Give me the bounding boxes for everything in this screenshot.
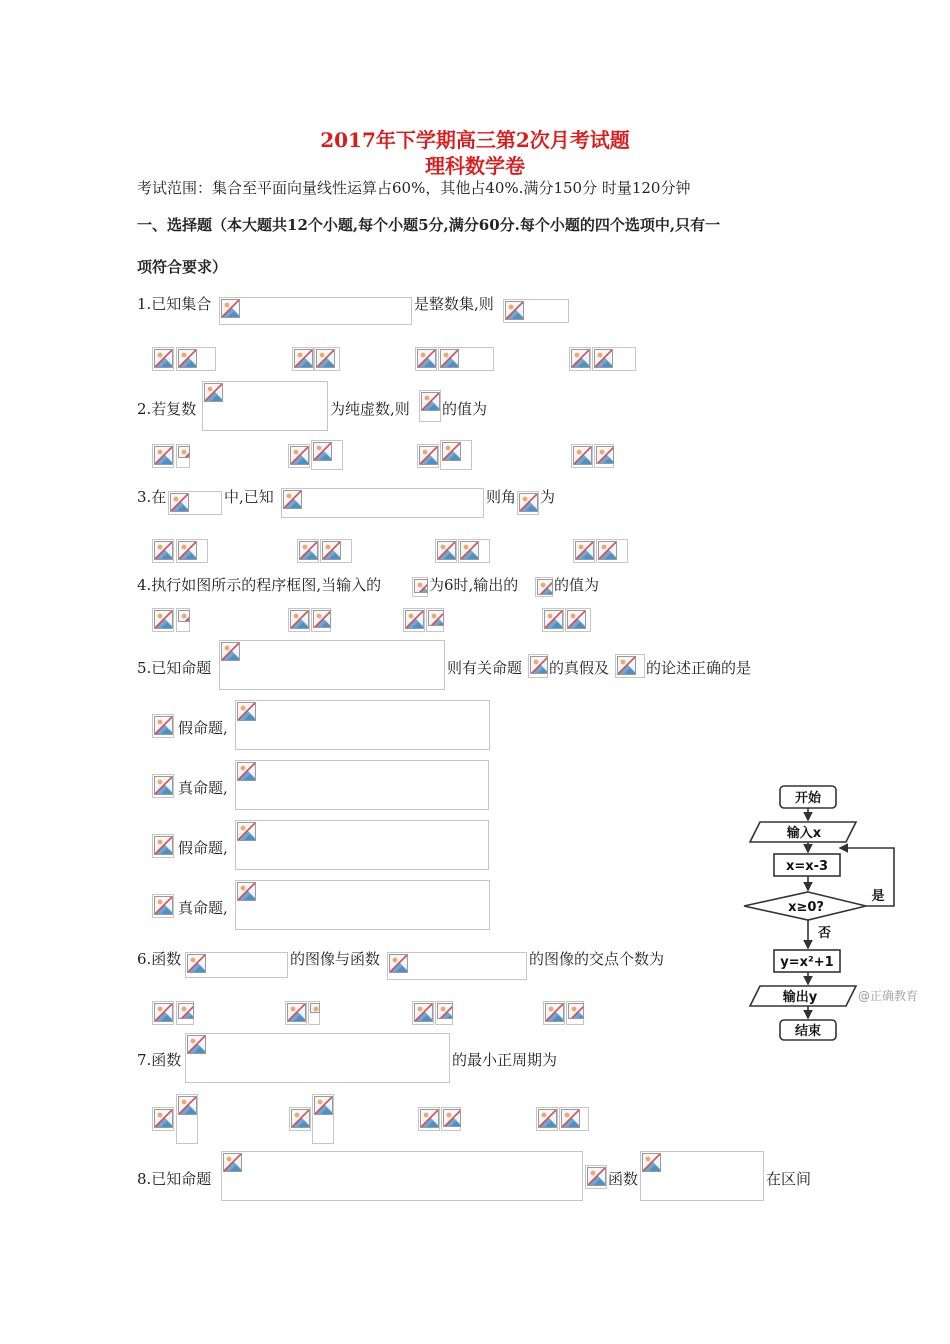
option-label-image <box>412 1001 434 1025</box>
option-label-image <box>418 1107 440 1131</box>
flow-input-label: 输入x <box>786 826 822 841</box>
broken-image-icon <box>594 349 613 368</box>
option-label-image <box>435 539 457 563</box>
q5-text: 的论述正确的是 <box>646 659 752 677</box>
broken-image-icon <box>154 776 173 795</box>
q1-text: 1.已知集合 <box>137 295 212 313</box>
option-label-image <box>152 608 174 632</box>
option-image <box>594 444 614 468</box>
q5-option-text: 真命题, <box>178 899 228 917</box>
option-image <box>559 1107 589 1131</box>
broken-image-icon <box>538 1109 557 1128</box>
broken-image-icon <box>437 541 456 560</box>
broken-image-icon <box>299 541 318 560</box>
option-label-image <box>152 1001 174 1025</box>
broken-image-icon <box>596 446 614 464</box>
broken-image-icon <box>313 442 332 461</box>
q5-text: 则有关命题 <box>447 659 523 677</box>
option-label-image <box>288 444 310 468</box>
formula-image <box>185 1033 450 1083</box>
option-image <box>441 1107 461 1131</box>
option-image <box>440 440 472 470</box>
option-image <box>235 700 490 750</box>
formula-image <box>585 1165 607 1189</box>
flow-start-label: 开始 <box>794 791 822 806</box>
broken-image-icon <box>617 656 636 675</box>
formula-image <box>185 952 288 978</box>
option-label-image <box>536 1107 558 1131</box>
program-flowchart <box>738 780 938 1045</box>
formula-image <box>517 491 539 515</box>
broken-image-icon <box>419 446 438 465</box>
broken-image-icon <box>221 642 240 661</box>
option-image <box>592 347 636 371</box>
broken-image-icon <box>237 702 256 721</box>
formula-image <box>615 654 645 678</box>
broken-image-icon <box>460 541 479 560</box>
q6-text: 6.函数 <box>137 950 182 968</box>
broken-image-icon <box>505 301 524 320</box>
option-label-image <box>288 608 310 632</box>
option-label-image <box>417 444 439 468</box>
broken-image-icon <box>178 446 190 458</box>
q5-text: 5.已知命题 <box>137 659 212 677</box>
q8-text: 在区间 <box>766 1170 812 1188</box>
broken-image-icon <box>178 610 190 622</box>
option-label-image <box>297 539 319 563</box>
broken-image-icon <box>428 610 444 626</box>
option-label-image <box>403 608 425 632</box>
broken-image-icon <box>530 656 548 674</box>
broken-image-icon <box>237 762 256 781</box>
broken-image-icon <box>313 610 331 628</box>
option-image <box>235 880 490 930</box>
option-image <box>308 1001 320 1025</box>
formula-image <box>419 390 441 422</box>
broken-image-icon <box>414 1003 433 1022</box>
flow-output-label: 输出y <box>782 990 818 1005</box>
option-label-image <box>573 539 595 563</box>
broken-image-icon <box>568 1003 584 1019</box>
option-image <box>426 608 444 632</box>
formula-image <box>219 297 412 325</box>
q8-text: 函数 <box>608 1170 639 1188</box>
broken-image-icon <box>575 541 594 560</box>
broken-image-icon <box>544 610 563 629</box>
q3-text: 则角 <box>486 488 517 506</box>
broken-image-icon <box>154 541 173 560</box>
option-label-image <box>152 1107 174 1131</box>
broken-image-icon <box>294 349 313 368</box>
broken-image-icon <box>178 1003 194 1019</box>
broken-image-icon <box>154 349 173 368</box>
formula-image <box>221 1151 583 1201</box>
option-image <box>566 1001 584 1025</box>
q7-text: 7.函数 <box>137 1051 182 1069</box>
option-label-image <box>152 774 174 798</box>
broken-image-icon <box>154 1003 173 1022</box>
option-image <box>435 1001 453 1025</box>
q4-text: 为6时,输出的 <box>429 576 519 594</box>
broken-image-icon <box>290 610 309 629</box>
formula-image <box>281 488 484 518</box>
broken-image-icon <box>405 610 424 629</box>
q3-text: 中,已知 <box>224 488 274 506</box>
option-label-image <box>571 444 593 468</box>
broken-image-icon <box>154 836 173 855</box>
option-label-image <box>543 1001 565 1025</box>
broken-image-icon <box>437 1003 453 1019</box>
flow-condition-label: x≥0? <box>788 900 824 915</box>
option-image <box>176 539 208 563</box>
q6-text: 的图像的交点个数为 <box>529 950 665 968</box>
flow-compute-label: y=x²+1 <box>780 955 834 970</box>
broken-image-icon <box>221 299 240 318</box>
option-image <box>314 347 340 371</box>
q3-text: 3.在 <box>137 488 167 506</box>
broken-image-icon <box>178 349 197 368</box>
option-label-image <box>292 347 314 371</box>
q8-text: 8.已知命题 <box>137 1170 212 1188</box>
broken-image-icon <box>322 541 341 560</box>
option-label-image <box>542 608 564 632</box>
option-label-image <box>152 539 174 563</box>
broken-image-icon <box>287 1003 306 1022</box>
option-label-image <box>152 347 174 371</box>
q7-text: 的最小正周期为 <box>452 1051 558 1069</box>
broken-image-icon <box>440 349 459 368</box>
broken-image-icon <box>561 1109 580 1128</box>
broken-image-icon <box>598 541 617 560</box>
section-heading-cont: 项符合要求） <box>137 258 228 276</box>
q2-text: 为纯虚数,则 <box>330 400 410 418</box>
formula-image <box>640 1151 764 1201</box>
broken-image-icon <box>567 610 586 629</box>
broken-image-icon <box>204 383 223 402</box>
flow-no-label: 否 <box>818 926 832 941</box>
q4-text: 的值为 <box>554 576 600 594</box>
broken-image-icon <box>154 610 173 629</box>
section-heading: 一、选择题（本大题共12个小题,每个小题5分,满分60分.每个小题的四个选项中,只有一 <box>137 216 721 234</box>
formula-image <box>168 491 222 515</box>
q1-text: 是整数集,则 <box>414 295 494 313</box>
broken-image-icon <box>310 1003 320 1013</box>
broken-image-icon <box>223 1153 242 1172</box>
flow-yes-label: 是 <box>871 889 885 904</box>
option-image <box>458 539 490 563</box>
option-label-image <box>152 834 174 858</box>
broken-image-icon <box>421 392 440 411</box>
option-image <box>176 444 190 468</box>
broken-image-icon <box>237 822 256 841</box>
formula-image <box>528 654 548 678</box>
option-image <box>438 347 494 371</box>
broken-image-icon <box>237 882 256 901</box>
option-image <box>311 608 331 632</box>
broken-image-icon <box>314 1096 333 1115</box>
q4-text: 4.执行如图所示的程序框图,当输入的 <box>137 576 382 594</box>
broken-image-icon <box>187 1035 206 1054</box>
q3-text: 为 <box>540 488 556 506</box>
option-label-image <box>152 444 174 468</box>
q5-text: 的真假及 <box>549 659 610 677</box>
exam-subtitle: 理科数学卷 <box>425 154 525 178</box>
broken-image-icon <box>290 446 309 465</box>
broken-image-icon <box>443 1109 461 1127</box>
broken-image-icon <box>417 349 436 368</box>
broken-image-icon <box>389 954 408 973</box>
q2-text: 的值为 <box>442 400 488 418</box>
q5-option-text: 假命题, <box>178 839 228 857</box>
exam-title: 2017年下学期高三第2次月考试题 <box>320 128 630 152</box>
formula-image <box>387 952 527 980</box>
broken-image-icon <box>537 579 553 595</box>
option-image <box>565 608 591 632</box>
q5-option-text: 真命题, <box>178 779 228 797</box>
q6-text: 的图像与函数 <box>290 950 381 968</box>
option-image <box>320 539 352 563</box>
formula-image <box>219 640 445 690</box>
broken-image-icon <box>642 1153 661 1172</box>
option-label-image <box>285 1001 307 1025</box>
option-image <box>235 760 489 810</box>
broken-image-icon <box>442 442 461 461</box>
watermark-text: @正确教育 <box>857 989 919 1003</box>
formula-image <box>202 381 328 431</box>
flow-end-label: 结束 <box>794 1024 822 1039</box>
option-label-image <box>152 714 174 738</box>
broken-image-icon <box>573 446 592 465</box>
option-label-image <box>415 347 437 371</box>
broken-image-icon <box>187 954 206 973</box>
broken-image-icon <box>154 1109 173 1128</box>
broken-image-icon <box>283 490 302 509</box>
option-label-image <box>152 894 174 918</box>
option-image <box>235 820 489 870</box>
broken-image-icon <box>154 716 173 735</box>
broken-image-icon <box>154 896 173 915</box>
formula-image <box>412 577 428 597</box>
formula-image <box>535 577 553 597</box>
option-image <box>176 608 190 632</box>
broken-image-icon <box>519 493 538 512</box>
broken-image-icon <box>316 349 335 368</box>
q5-option-text: 假命题, <box>178 719 228 737</box>
broken-image-icon <box>414 579 428 593</box>
broken-image-icon <box>154 446 173 465</box>
option-image <box>176 1094 198 1144</box>
broken-image-icon <box>291 1109 310 1128</box>
broken-image-icon <box>178 1096 197 1115</box>
option-label-image <box>289 1107 311 1131</box>
formula-image <box>503 299 569 323</box>
broken-image-icon <box>170 493 189 512</box>
option-image <box>596 539 628 563</box>
option-image <box>311 440 343 470</box>
broken-image-icon <box>587 1167 606 1186</box>
broken-image-icon <box>571 349 590 368</box>
q2-text: 2.若复数 <box>137 400 197 418</box>
option-image <box>312 1094 334 1144</box>
broken-image-icon <box>545 1003 564 1022</box>
option-image <box>176 1001 194 1025</box>
option-image <box>176 347 216 371</box>
broken-image-icon <box>178 541 197 560</box>
flow-step-label: x=x-3 <box>785 859 829 874</box>
option-label-image <box>569 347 591 371</box>
broken-image-icon <box>420 1109 439 1128</box>
exam-scope: 考试范围：集合至平面向量线性运算占60%，其他占40%.满分150分 时量120分钟 <box>137 179 691 197</box>
